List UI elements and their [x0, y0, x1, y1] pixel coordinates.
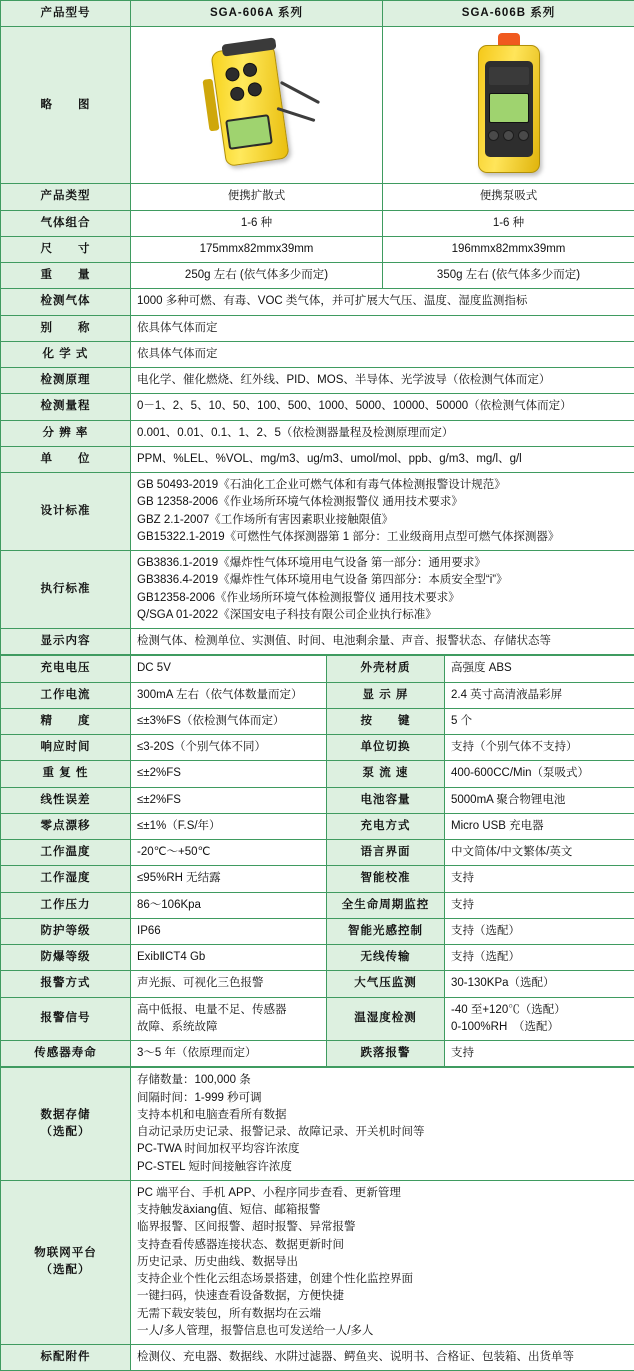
iot-line: 无需下载安装包，所有数据均在云端 [137, 1306, 628, 1323]
design-std-line: GBZ 2.1-2007《工作场所有害因素职业接触限值》 [137, 512, 628, 529]
column-header-a: SGA-606A 系列 [131, 1, 383, 27]
row-value-right: 400-600CC/Min（泵吸式） [445, 761, 634, 787]
table-row-unit [1, 446, 634, 472]
exec-std-line: Q/SGA 01-2022《深国安电子科技有限公司企业执行标准》 [137, 607, 628, 624]
row-label-left: 重 复 性 [1, 761, 131, 787]
value-size-b: 196mmx82mmx39mm [383, 236, 634, 262]
row-label-exec-std: 执行标准 [1, 551, 131, 629]
temp-humidity-line: 0-100%RH （选配） [451, 1019, 628, 1036]
row-label-left: 报警方式 [1, 971, 131, 997]
row-label-left: 工作湿度 [1, 866, 131, 892]
value-principle: 电化学、催化燃烧、红外线、PID、MOS、半导体、光学波导（依检测气体而定） [131, 368, 634, 394]
table-row-alarm-signal [1, 997, 634, 1041]
row-label-sensor-life: 传感器寿命 [1, 1041, 131, 1067]
iot-line: 一键扫码，快速查看设备数据，方便快捷 [137, 1288, 628, 1305]
value-weight-a: 250g 左右 (依气体多少而定) [131, 263, 383, 289]
device-illustration-a [182, 39, 332, 171]
row-value-left: 300mA 左右（依气体数量而定） [131, 682, 327, 708]
row-label-left: 工作电流 [1, 682, 131, 708]
row-label-right: 无线传输 [327, 945, 445, 971]
device-illustration-b [444, 31, 574, 179]
alarm-signal-line: 高中低报、电量不足、传感器 [137, 1002, 320, 1019]
row-value-left: ≤±3%FS（依检测气体而定） [131, 708, 327, 734]
table-row-design-std [1, 473, 634, 551]
value-product-type-b: 便携泵吸式 [383, 184, 634, 210]
exec-std-line: GB3836.1-2019《爆炸性气体环境用电气设备 第一部分：通用要求》 [137, 555, 628, 572]
row-label-product-type: 产品类型 [1, 184, 131, 210]
row-value-right: Micro USB 充电器 [445, 813, 634, 839]
table-row-dual [1, 918, 634, 944]
value-iot [131, 1180, 634, 1344]
table-row-accessories [1, 1345, 634, 1371]
data-storage-line: 存储数量：100,000 条 [137, 1072, 628, 1089]
product-image-b [383, 27, 634, 184]
iot-line: PC 端平台、手机 APP、小程序同步查看、更新管理 [137, 1185, 628, 1202]
row-label-right: 语言界面 [327, 840, 445, 866]
value-weight-b: 350g 左右 (依气体多少而定) [383, 263, 634, 289]
row-value-left: 声光振、可视化三色报警 [131, 971, 327, 997]
row-label-right: 智能校准 [327, 866, 445, 892]
table-row-detect-gas [1, 289, 634, 315]
value-formula: 依具体气体而定 [131, 341, 634, 367]
row-label-left: 线性误差 [1, 787, 131, 813]
row-label-left: 精 度 [1, 708, 131, 734]
row-label-alarm-signal: 报警信号 [1, 997, 131, 1041]
spec-table [0, 0, 634, 655]
table-row-dual [1, 656, 634, 682]
table-row-dual [1, 945, 634, 971]
table-row-range [1, 394, 634, 420]
table-row-dual [1, 971, 634, 997]
data-storage-line: PC-STEL 短时间接触容许浓度 [137, 1159, 628, 1176]
value-size-a: 175mmx82mmx39mm [131, 236, 383, 262]
row-label-iot [1, 1180, 131, 1344]
row-label-principle: 检测原理 [1, 368, 131, 394]
row-label-accessories: 标配附件 [1, 1345, 131, 1371]
row-value-left: 86～106Kpa [131, 892, 327, 918]
design-std-line: GB 12358-2006《作业场所环境气体检测报警仪 通用技术要求》 [137, 494, 628, 511]
value-temp-humidity [445, 997, 634, 1041]
row-value-right: 支持（选配） [445, 945, 634, 971]
row-value-right: 支持 [445, 892, 634, 918]
row-label-temp-humidity: 温湿度检测 [327, 997, 445, 1041]
iot-label-line2: （选配） [7, 1262, 124, 1279]
table-row-exec-std [1, 551, 634, 629]
table-row-dual [1, 813, 634, 839]
temp-humidity-line: -40 至+120℃（选配） [451, 1002, 628, 1019]
row-value-right: 5000mA 聚合物锂电池 [445, 787, 634, 813]
table-row-iot [1, 1180, 634, 1344]
row-value-right: 5 个 [445, 708, 634, 734]
table-row-alias [1, 315, 634, 341]
row-value-left: ExibⅡCT4 Gb [131, 945, 327, 971]
row-value-right: 高强度 ABS [445, 656, 634, 682]
row-label-left: 工作温度 [1, 840, 131, 866]
value-sensor-life: 3～5 年（依原理而定） [131, 1041, 327, 1067]
row-value-right: 支持（个别气体不支持） [445, 735, 634, 761]
row-label-gas-combo: 气体组合 [1, 210, 131, 236]
row-value-left: ≤3-20S（个别气体不同） [131, 735, 327, 761]
row-label-right: 显 示 屏 [327, 682, 445, 708]
row-label-model: 产品型号 [1, 1, 131, 27]
iot-line: 一人/多人管理，报警信息也可发送给一人/多人 [137, 1323, 628, 1340]
table-row-weight [1, 263, 634, 289]
row-label-drop-alarm: 跌落报警 [327, 1041, 445, 1067]
row-label-right: 单位切换 [327, 735, 445, 761]
row-value-left: ≤±2%FS [131, 787, 327, 813]
row-label-sketch: 略 图 [1, 27, 131, 184]
table-row-size [1, 236, 634, 262]
value-display-content: 检测气体、检测单位、实测值、时间、电池剩余量、声音、报警状态、存储状态等 [131, 629, 634, 655]
table-row-formula [1, 341, 634, 367]
iot-label-line1: 物联网平台 [7, 1245, 124, 1262]
table-row-dual [1, 761, 634, 787]
row-value-right: 中文简体/中文繁体/英文 [445, 840, 634, 866]
value-range: 0－1、2、5、10、50、100、500、1000、5000、10000、50000（依检测气体而定） [131, 394, 634, 420]
row-label-range: 检测量程 [1, 394, 131, 420]
design-std-line: GB 50493-2019《石油化工企业可燃气体和有毒气体检测报警设计规范》 [137, 477, 628, 494]
row-label-left: 工作压力 [1, 892, 131, 918]
row-label-left: 充电电压 [1, 656, 131, 682]
product-image-a [131, 27, 383, 184]
exec-std-line: GB3836.4-2019《爆炸性气体环境用电气设备 第四部分：本质安全型“i”》 [137, 572, 628, 589]
table-row-dual [1, 866, 634, 892]
value-detect-gas: 1000 多种可燃、有毒、VOC 类气体，并可扩展大气压、温度、湿度监测指标 [131, 289, 634, 315]
table-row-dual [1, 708, 634, 734]
value-product-type-a: 便携扩散式 [131, 184, 383, 210]
spec-table-blocks [0, 1067, 634, 1371]
column-header-b: SGA-606B 系列 [383, 1, 634, 27]
table-row-data-storage [1, 1068, 634, 1181]
row-value-left: IP66 [131, 918, 327, 944]
iot-line: 历史记录、历史曲线、数据导出 [137, 1254, 628, 1271]
value-design-std [131, 473, 634, 551]
value-accessories: 检测仪、充电器、数据线、水阱过滤器、鳄鱼夹、说明书、合格证、包装箱、出货单等 [131, 1345, 634, 1371]
value-gas-combo-a: 1-6 种 [131, 210, 383, 236]
row-label-alias: 别 称 [1, 315, 131, 341]
data-storage-line: 间隔时间：1-999 秒可调 [137, 1090, 628, 1107]
row-value-left: ≤95%RH 无结露 [131, 866, 327, 892]
row-label-left: 防护等级 [1, 918, 131, 944]
table-row-product-type [1, 184, 634, 210]
row-label-right: 全生命周期监控 [327, 892, 445, 918]
table-row-principle [1, 368, 634, 394]
value-resolution: 0.001、0.01、0.1、1、2、5（依检测器量程及检测原理而定） [131, 420, 634, 446]
table-row-dual [1, 787, 634, 813]
row-label-right: 智能光感控制 [327, 918, 445, 944]
value-alarm-signal [131, 997, 327, 1041]
iot-line: 支持查看传感器连接状态、数据更新时间 [137, 1237, 628, 1254]
data-storage-label-line2: （选配） [7, 1124, 124, 1141]
row-value-left: ≤±1%（F.S/年） [131, 813, 327, 839]
row-value-left: ≤±2%FS [131, 761, 327, 787]
alarm-signal-line: 故障、系统故障 [137, 1019, 320, 1036]
row-label-formula: 化 学 式 [1, 341, 131, 367]
row-label-display-content: 显示内容 [1, 629, 131, 655]
row-value-left: -20℃～+50℃ [131, 840, 327, 866]
row-label-right: 外壳材质 [327, 656, 445, 682]
row-label-right: 泵 流 速 [327, 761, 445, 787]
data-storage-line: PC-TWA 时间加权平均容许浓度 [137, 1141, 628, 1158]
row-label-detect-gas: 检测气体 [1, 289, 131, 315]
exec-std-line: GB12358-2006《作业场所环境气体检测报警仪 通用技术要求》 [137, 590, 628, 607]
row-value-right: 支持 [445, 866, 634, 892]
table-row-dual [1, 840, 634, 866]
spec-table-dual [0, 655, 634, 1067]
iot-line: 临界报警、区间报警、超时报警、异常报警 [137, 1219, 628, 1236]
row-label-weight: 重 量 [1, 263, 131, 289]
table-row-dual [1, 735, 634, 761]
value-unit: PPM、%LEL、%VOL、mg/m3、ug/m3、umol/mol、ppb、g/m3、mg/l、g/l [131, 446, 634, 472]
table-row-dual [1, 892, 634, 918]
table-row-sketch [1, 27, 634, 184]
row-label-right: 按 键 [327, 708, 445, 734]
row-label-resolution: 分 辨 率 [1, 420, 131, 446]
table-row-model [1, 1, 634, 27]
data-storage-line: 自动记录历史记录、报警记录、故障记录、开关机时间等 [137, 1124, 628, 1141]
row-label-right: 充电方式 [327, 813, 445, 839]
row-label-data-storage [1, 1068, 131, 1181]
value-exec-std [131, 551, 634, 629]
row-label-design-std: 设计标准 [1, 473, 131, 551]
data-storage-line: 支持本机和电脑查看所有数据 [137, 1107, 628, 1124]
value-alias: 依具体气体而定 [131, 315, 634, 341]
table-row-dual [1, 682, 634, 708]
row-label-left: 零点漂移 [1, 813, 131, 839]
row-label-left: 防爆等级 [1, 945, 131, 971]
row-value-right: 30-130KPa（选配） [445, 971, 634, 997]
row-label-right: 大气压监测 [327, 971, 445, 997]
value-data-storage [131, 1068, 634, 1181]
row-label-unit: 单 位 [1, 446, 131, 472]
row-label-size: 尺 寸 [1, 236, 131, 262]
value-drop-alarm: 支持 [445, 1041, 634, 1067]
row-value-right: 2.4 英寸高清液晶彩屏 [445, 682, 634, 708]
row-label-right: 电池容量 [327, 787, 445, 813]
row-value-right: 支持（选配） [445, 918, 634, 944]
table-row-display-content [1, 629, 634, 655]
row-label-left: 响应时间 [1, 735, 131, 761]
table-row-sensor-life [1, 1041, 634, 1067]
table-row-gas-combo [1, 210, 634, 236]
iot-line: 支持触发äxiang值、短信、邮箱报警 [137, 1202, 628, 1219]
design-std-line: GB15322.1-2019《可燃性气体探测器第 1 部分：工业级商用点型可燃气体探测器》 [137, 529, 628, 546]
value-gas-combo-b: 1-6 种 [383, 210, 634, 236]
iot-line: 支持企业个性化云组态场景搭建，创建个性化监控界面 [137, 1271, 628, 1288]
row-value-left: DC 5V [131, 656, 327, 682]
table-row-resolution [1, 420, 634, 446]
data-storage-label-line1: 数据存储 [7, 1107, 124, 1124]
